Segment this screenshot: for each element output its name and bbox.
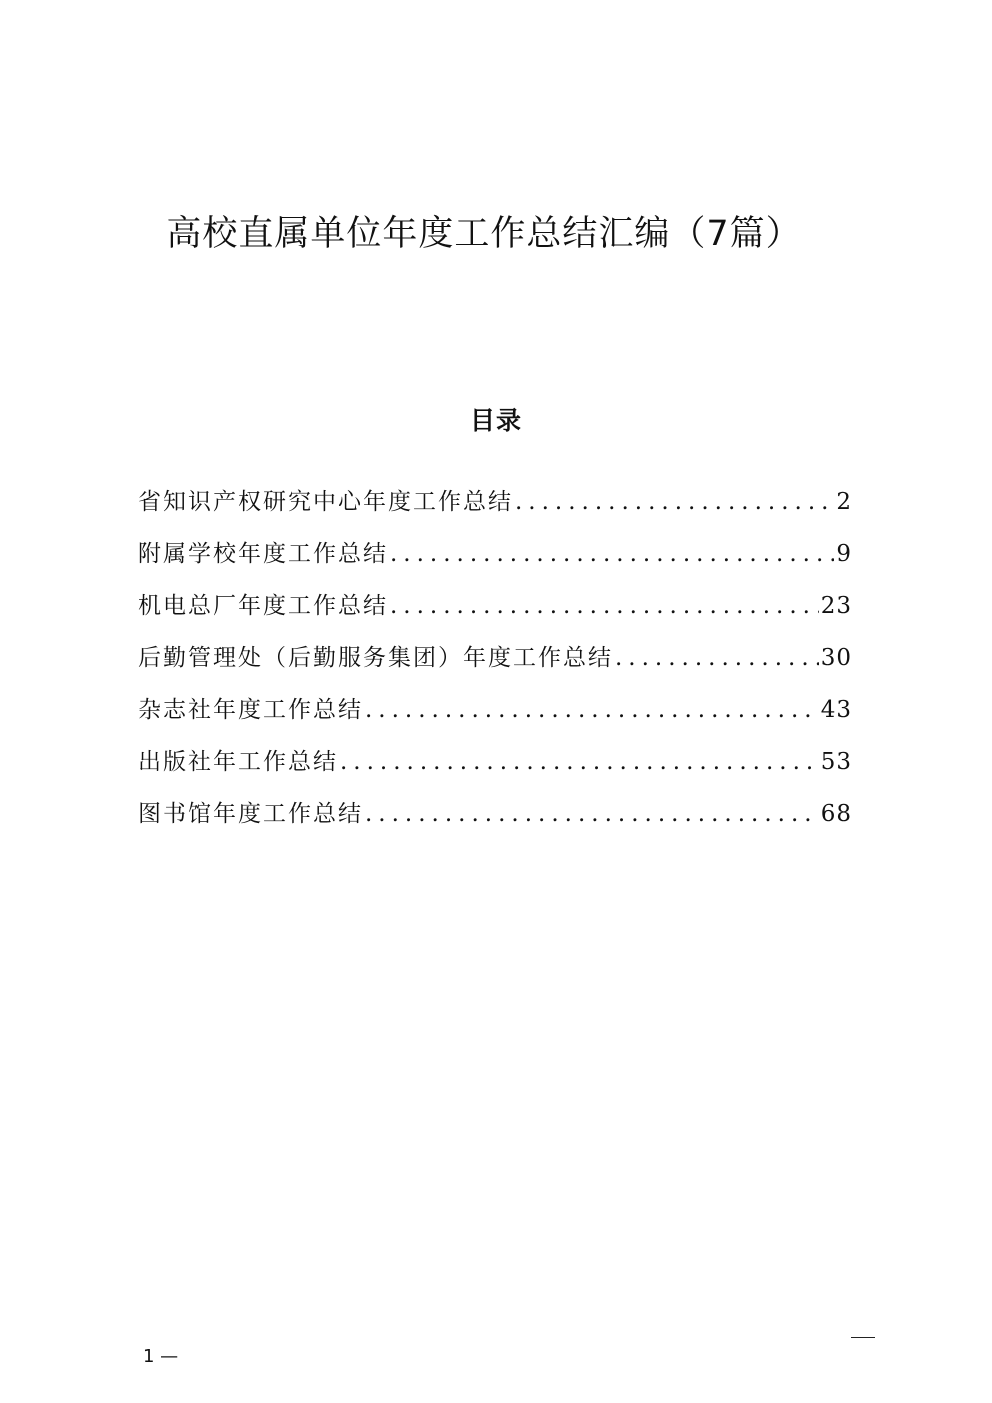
toc-entry-page: 9: [836, 541, 852, 567]
toc-dot-leader: [365, 688, 819, 732]
toc-entry[interactable]: [138, 480, 852, 532]
toc-entry-title: 图书馆年度工作总结: [138, 801, 363, 827]
toc-entry-page: 53: [820, 749, 852, 775]
footer-rule: [851, 1337, 875, 1338]
toc-entry[interactable]: [138, 792, 852, 844]
toc-dot-leader: [515, 480, 834, 524]
toc-entry-title: 附属学校年度工作总结: [138, 541, 388, 567]
toc-entry-title: 出版社年工作总结: [138, 749, 338, 775]
table-of-contents: [138, 480, 852, 844]
toc-entry[interactable]: [138, 688, 852, 740]
toc-dot-leader: [615, 636, 819, 680]
toc-entry[interactable]: [138, 740, 852, 792]
toc-entry-title: 机电总厂年度工作总结: [138, 593, 388, 619]
toc-entry[interactable]: [138, 636, 852, 688]
toc-dot-leader: [365, 792, 819, 836]
toc-entry-page: 2: [836, 489, 852, 515]
toc-entry-page: 30: [820, 645, 852, 671]
document-title: 高校直属单位年度工作总结汇编（7篇）: [166, 214, 802, 255]
toc-entry-title: 省知识产权研究中心年度工作总结: [138, 489, 513, 515]
footer-page-number: 1 —: [143, 1346, 179, 1367]
toc-entry-page: 68: [820, 801, 852, 827]
toc-entry-page: 43: [820, 697, 852, 723]
toc-entry[interactable]: [138, 584, 852, 636]
toc-dot-leader: [340, 740, 819, 784]
toc-entry-title: 后勤管理处（后勤服务集团）年度工作总结: [138, 645, 613, 671]
toc-entry-page: 23: [820, 593, 852, 619]
toc-entry[interactable]: [138, 532, 852, 584]
toc-entry-title: 杂志社年度工作总结: [138, 697, 363, 723]
toc-dot-leader: [390, 584, 819, 628]
toc-dot-leader: [390, 532, 834, 576]
toc-heading: 目录: [469, 405, 522, 435]
